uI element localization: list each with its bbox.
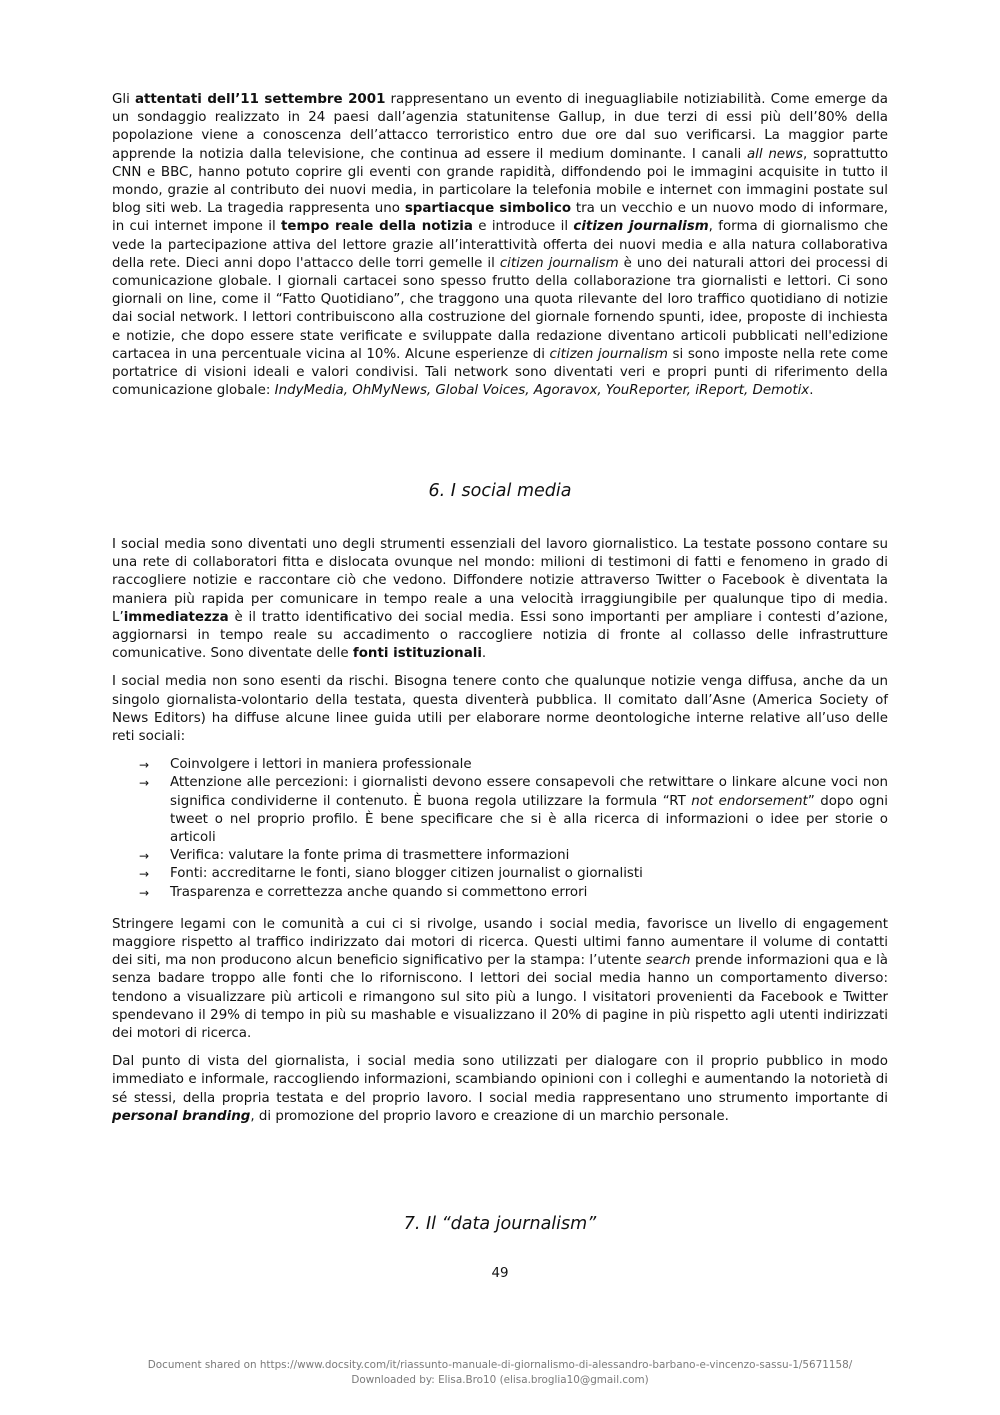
arrow-icon: → bbox=[139, 758, 150, 773]
list-item: → Coinvolgere i lettori in maniera professionale bbox=[112, 756, 888, 774]
footer-downloaded-by: Downloaded by: Elisa.Bro10 (elisa.broglia10@gmail.com) bbox=[351, 1374, 649, 1386]
bold-spartiacque: spartiacque simbolico bbox=[404, 201, 572, 217]
page-number: 49 bbox=[491, 1266, 509, 1281]
social-media-section bbox=[112, 536, 888, 1126]
paragraph-social-media-intro: I social media sono diventati uno degli strumenti essenziali del lavoro giornalistico. La testate possono contare su una rete di collaboratori fitta e dislocata ovunque nel mondo: milioni di testimoni di fatti e fenomeno in grado di raccogliere notizie e raccontare ciò che vedono. Diffondere notizie attraverso Twitter o Facebook è diventata la maniera più rapida per comunicare in tempo reale a una velocità irraggiungibile per qualunque tipo di media. L’immediatezza è il tratto identificativo dei social media. Essi sono importanti per ampliare i contesti d’azione, aggiornarsi in tempo reale su accadimento o raccogliere notizia di fronte al collasso delle infrastrutture comunicative. Sono diventate delle fonti istituzionali. bbox=[112, 537, 888, 662]
paragraph-journalist-view: Dal punto di vista del giornalista, i social media sono utilizzati per dialogare con il proprio pubblico in modo immediato e informale, raccogliendo informazioni, scambiando opinioni con i colleghi e aumentando la notorietà di sé stessi, della propria testata e del proprio lavoro. I social media rappresentano uno strumento importante di personal branding, di promozione del proprio lavoro e creazione di un marchio personale. bbox=[112, 1054, 888, 1124]
arrow-icon: → bbox=[139, 849, 150, 864]
section-heading-6: 6. I social media bbox=[428, 481, 572, 501]
section-heading-7: 7. Il “data journalism” bbox=[403, 1214, 597, 1234]
bold-tempo-reale: tempo reale della notizia bbox=[281, 219, 473, 235]
paragraph-9-11: Gli attentati dell’11 settembre 2001 rappresentano un evento di ineguagliabile notiziabilità. Come emerge da un sondaggio realizzato in 24 paesi dall’agenzia statunitense Gallup, in due terzi di essi più dell’80% della popolazione viene a conoscenza dell’attacco terroristico entro due ore dal suo verificarsi. La maggior parte apprende la notizia dalla televisione, che continua ad essere il medium dominante. I canali all news, soprattutto CNN e BBC, hanno potuto coprire gli eventi con grande rapidità, diffondendo poi le immagini acquisite in tutto il mondo, grazie al contributo dei nuovi media, in particolare la telefonia mobile e internet con immagini postate sul blog siti web. La tragedia rappresenta uno spartiacque simbolico tra un vecchio e un nuovo modo di informare, in cui internet impone il tempo reale della notizia e introduce il citizen journalism, forma di giornalismo che vede la partecipazione attiva del lettore grazie all’interattività offerta dei nuovi media e alla natura collaborativa della rete. Dieci anni dopo l'attacco delle torri gemelle il citizen journalism è uno dei naturali attori dei processi di comunicazione globale. I giornali cartacei sono spesso frutto della collaborazione tra giornalisti e lettori. Ci sono giornali on line, come il “Fatto Quotidiano”, che traggono una quota rilevante del loro traffico quotidiano di notizie dai social network. I lettori contribuiscono alla costruzione del giornale fornendo spunti, idee, proposte di inchiesta e notizie, che dopo essere state verificate e sviluppate dalla redazione diventano articoli pubblicati nell'edizione cartacea in una percentuale vicina al 10%. Alcune esperienze di citizen journalism si sono imposte nella rete come portatrice di visioni ideali e valori condivisi. Tali network sono diventati veri e propri punti di riferimento della comunicazione globale: IndyMedia, OhMyNews, Global Voices, Agoravox, YouReporter, iReport, Demotix. bbox=[112, 92, 889, 399]
paragraph-engagement: Stringere legami con le comunità a cui ci si rivolge, usando i social media, favorisce un livello di engagement maggiore rispetto al traffico indirizzato dai motori di ricerca. Questi ultimi fanno aumentare il volume di contatti dei siti, ma non producono alcun beneficio significativo per la stampa: l’utente search prende informazioni qua e là senza badare troppo alle fonti che lo riforniscono. I lettori dei social media hanno un comportamento diverso: tendono a visualizzare più articoli e rimangono sul sito più a lungo. I visitatori provenienti da Facebook e Twitter spendevano il 29% di tempo in più su mashable e visualizzano il 20% di pagine in più rispetto agli utenti indirizzati dei motori di ricerca. bbox=[112, 916, 888, 1042]
paragraph-risks: I social media non sono esenti da rischi. Bisogna tenere conto che qualunque notizie venga diffusa, anche da un singolo giornalista-volontario della testata, questa diventerà pubblica. Il comitato dall’Asne (America Society of News Editors) ha diffuse alcune linee guida utili per elaborare norme deontologiche interne relative all’uso delle reti sociali: bbox=[112, 674, 888, 745]
footer-shared-link: Document shared on https://www.docsity.com/it/riassunto-manuale-di-giornalismo-di-alessandro-barbano-e-vincenzo-sassu-1/5671158/ bbox=[147, 1359, 853, 1371]
arrow-icon: → bbox=[139, 885, 150, 900]
list-item: → Attenzione alle percezioni: i giornalisti devono essere consapevoli che retwittare o linkare alcune voci non significa condividerne il contenuto. È buona regola utilizzare la formula “RT not endorsement” dopo ogni tweet o nel proprio profilo. È bene specificare che si è alla ricerca di informazioni o idee per storie o articoli bbox=[139, 775, 888, 846]
list-item: → Verifica: valutare la fonte prima di trasmettere informazioni bbox=[112, 847, 888, 865]
bold-italic-citizen-journalism: citizen journalism bbox=[573, 219, 709, 235]
arrow-icon: → bbox=[139, 776, 150, 791]
guidelines-list bbox=[112, 756, 888, 902]
list-item: → Trasparenza e correttezza anche quando si commettono errori bbox=[112, 884, 888, 902]
network-list: IndyMedia, OhMyNews, Global Voices, Agoravox, YouReporter, iReport, Demotix bbox=[274, 383, 810, 399]
list-item: → Fonti: accreditarne le fonti, siano blogger citizen journalist o giornalisti bbox=[112, 865, 888, 883]
bold-attentati: attentati dell’11 settembre 2001 bbox=[134, 92, 386, 107]
arrow-icon: → bbox=[139, 867, 150, 882]
